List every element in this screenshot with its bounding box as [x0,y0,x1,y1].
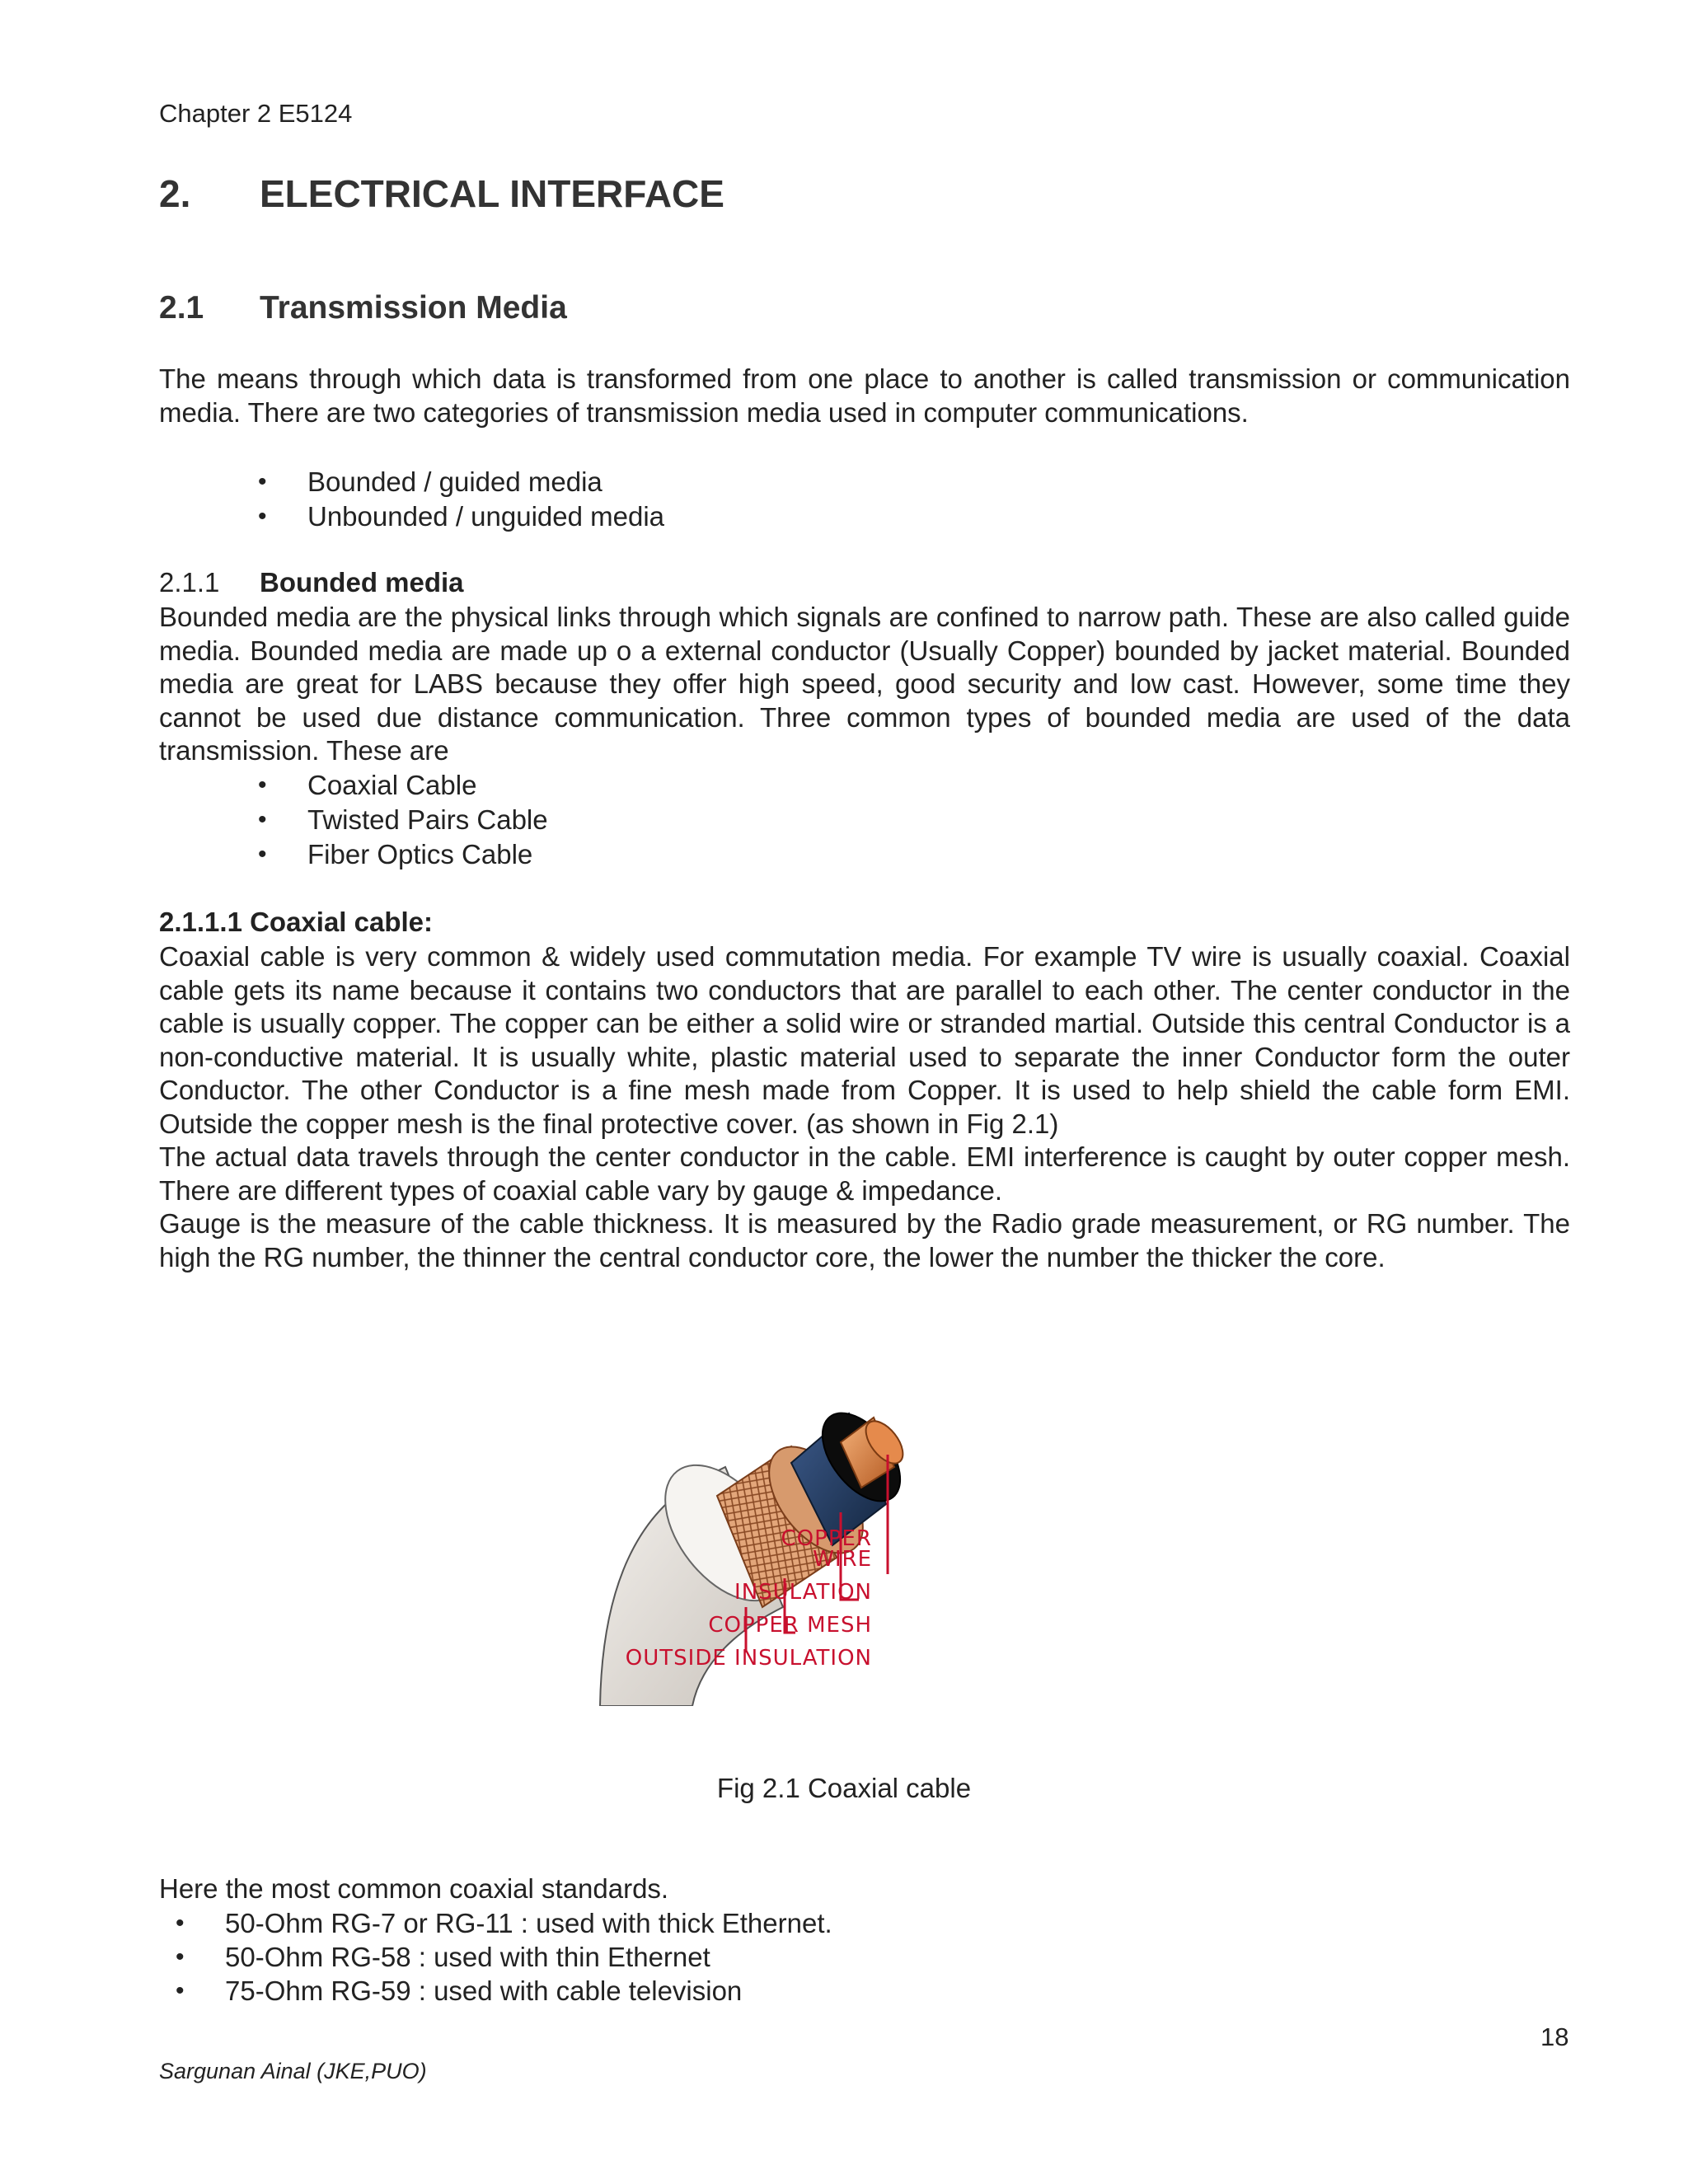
chapter-number: 2. [159,172,191,215]
media-category-list [258,465,664,534]
label-insulation: INSULATION [734,1580,872,1605]
running-header: Chapter 2 E5124 [159,99,353,128]
coaxial-paragraphs [159,940,1570,1274]
list-item: • 50-Ohm RG-7 or RG-11 : used with thick Ethernet. [176,1906,832,1940]
list-item: • Bounded / guided media [258,465,664,499]
label-wire: WIRE [813,1547,872,1572]
chapter-title-text: ELECTRICAL INTERFACE [260,172,724,215]
coaxial-standards-list [176,1906,832,2008]
figure-caption: Fig 2.1 Coaxial cable [716,1773,972,1803]
section-heading-2-1 [159,290,567,326]
bounded-media-text: Bounded media are the physical links through which signals are confined to narrow path. These are also called guide media. Bounded media are made up o a external conductor (Usually Copper) bounded by jacket material. Bounded media are great for LABS because they offer high speed, good security and low cast. However, some time they cannot be used due distance communication. Three common types of bounded media are used of the data transmission. These are [159,602,1570,766]
intro-text: The means through which data is transformed from one place to another is called transmission or communication media. There are two categories of transmission media used in computer communications. [159,363,1570,428]
bounded-types-list [258,768,548,872]
chapter-title [159,171,724,216]
label-outside-insulation: OUTSIDE INSULATION [625,1646,872,1671]
label-copper: COPPER [781,1526,872,1551]
list-item: • Fiber Optics Cable [258,837,548,872]
list-item: • 50-Ohm RG-58 : used with thin Ethernet [176,1940,832,1974]
list-item: • 75-Ohm RG-59 : used with cable television [176,1974,832,2008]
coaxial-text-2: The actual data travels through the center conductor in the cable. EMI interference is caught by outer copper mesh. There are different types of coaxial cable vary by gauge & impedance. [159,1141,1570,1206]
section-heading-2-1-1 [159,567,464,598]
list-item: • Unbounded / unguided media [258,499,664,534]
subsection-number: 2.1.1 [159,567,220,598]
coaxial-heading: 2.1.1.1 Coaxial cable: [159,907,434,937]
coaxial-cable-figure [593,1360,1088,1706]
subsection-title: Bounded media [260,567,464,598]
coaxial-text-1: Coaxial cable is very common & widely used commutation media. For example TV wire is usually coaxial. Coaxial cable gets its name because it contains two conductors that are parallel to each other. The center conductor in the cable is usually copper. The copper can be either a solid wire or stranded martial. Outside this central Conductor is a non-conductive material. It is usually white, plastic material used to separate the inner Conductor form the outer Conductor. The other Conductor is a fine mesh made from Copper. It is used to help shield the cable form EMI. Outside the copper mesh is the final protective cover. (as shown in Fig 2.1) [159,941,1570,1139]
bounded-media-paragraph [159,601,1570,768]
list-item: • Coaxial Cable [258,768,548,803]
intro-paragraph [159,363,1570,429]
footer-author: Sargunan Ainal (JKE,PUO) [159,2059,427,2083]
list-item: • Twisted Pairs Cable [258,803,548,837]
standards-intro [159,1872,1570,1906]
standards-intro-text: Here the most common coaxial standards. [159,1873,669,1904]
page-number: 18 [1540,2022,1569,2051]
label-copper-mesh: COPPER MESH [708,1613,872,1638]
section-title: Transmission Media [260,290,567,326]
section-number: 2.1 [159,290,204,326]
coaxial-text-3: Gauge is the measure of the cable thickness. It is measured by the Radio grade measurement, or RG number. The high the RG number, the thinner the central conductor core, the lower the number the thicker the core. [159,1208,1570,1272]
